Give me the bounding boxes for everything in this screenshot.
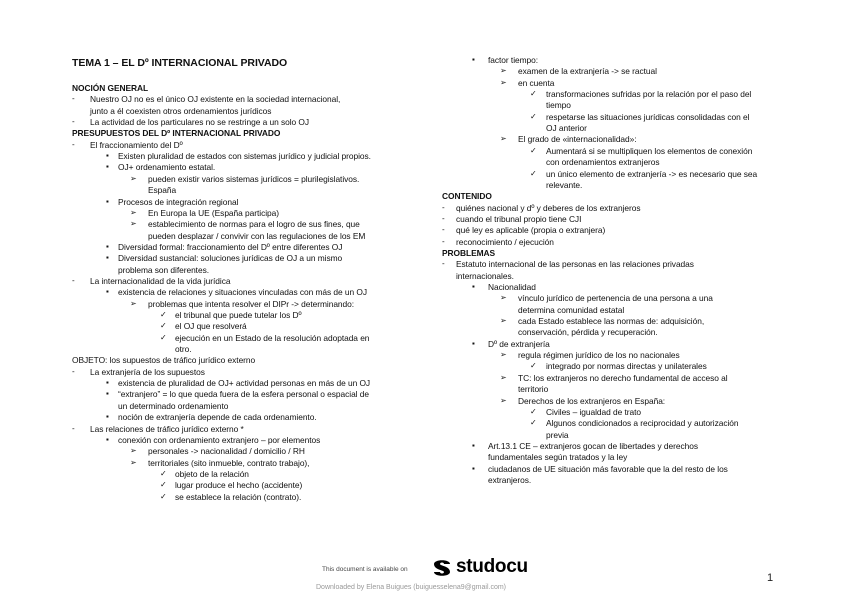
list-marker: ✓ (160, 321, 167, 331)
list-marker: ▪ (106, 434, 109, 444)
list-marker: ➢ (130, 173, 137, 183)
text-line: noción de extranjería depende de cada ordenamiento. (118, 412, 317, 423)
text-line: un determinado ordenamiento (118, 400, 229, 411)
document-title: TEMA 1 – EL Dº INTERNACIONAL PRIVADO (72, 57, 288, 69)
list-marker: - (72, 139, 75, 149)
list-marker: - (442, 202, 445, 212)
text-line: España (148, 185, 177, 196)
text-line: reconocimiento / ejecución (456, 236, 554, 247)
list-marker: ▪ (472, 55, 475, 64)
text-line: en cuenta (518, 77, 555, 88)
list-marker: ✓ (530, 361, 537, 371)
list-marker: ➢ (500, 134, 507, 144)
text-line: el tribunal que puede tutelar los Dº (175, 310, 302, 320)
text-line: previa (546, 429, 569, 440)
text-line: Nacionalidad (488, 282, 536, 292)
list-marker: ▪ (106, 241, 109, 251)
text-line: pueden desplazar / convivir con las regulaciones de los EM (148, 230, 366, 241)
text-line: Art.13.1 CE – extranjeros gocan de libertades y derechos (488, 440, 698, 451)
text-line: NOCIÓN GENERAL (72, 83, 149, 93)
text-line: otro. (175, 344, 192, 355)
text-line: con ordenamientos extranjeros (546, 157, 660, 168)
text-line: Diversidad sustancial: soluciones jurídicas de OJ a un mismo (118, 253, 343, 264)
list-marker: ✓ (530, 89, 537, 99)
list-marker: ✓ (530, 406, 537, 416)
text-line: lugar produce el hecho (accidente) (175, 480, 303, 491)
text-line: El fraccionamiento del Dº (90, 139, 183, 150)
text-line: Diversidad formal: fraccionamiento del Dº entre diferentes OJ (118, 241, 343, 252)
text-line: La internacionalidad de la vida jurídica (90, 275, 231, 286)
list-marker: ✓ (160, 332, 167, 342)
text-line: el OJ que resolverá (175, 321, 247, 332)
text-line: fundamentales según tratados y la ley (488, 452, 628, 463)
text-line: Procesos de integración regional (118, 196, 239, 207)
list-marker: ✓ (160, 468, 167, 478)
text-line: internacionales. (456, 270, 514, 281)
list-marker: ✓ (530, 111, 537, 121)
list-marker: ➢ (500, 372, 507, 382)
text-line: objeto de la relación (175, 468, 249, 479)
text-line: examen de la extranjería -> se ractual (518, 66, 657, 77)
list-marker: ➢ (500, 395, 507, 405)
list-marker: ➢ (500, 66, 507, 76)
list-marker: ▪ (106, 196, 109, 206)
text-line: problema son diferentes. (118, 264, 209, 275)
text-line: un único elemento de extranjería -> es necesario que sea (546, 168, 758, 179)
text-line: Derechos de los extranjeros en España: (518, 395, 666, 406)
list-marker: ▪ (472, 440, 475, 450)
text-line: personales -> nacionalidad / domicilio / RH (148, 446, 305, 457)
list-marker: ▪ (106, 378, 109, 388)
list-marker: - (72, 275, 75, 285)
studocu-logo-icon (430, 556, 454, 580)
text-line: Estatuto internacional de las personas en las relaciones privadas (456, 259, 694, 270)
text-line: factor tiempo: (488, 55, 539, 65)
text-line: PRESUPUESTOS DEL Dº INTERNACIONAL PRIVADO (72, 128, 281, 139)
list-marker: ▪ (106, 151, 109, 161)
list-marker: - (72, 117, 75, 127)
list-marker: - (442, 225, 445, 235)
text-line: territoriales (sito inmueble, contrato trabajo), (148, 457, 310, 468)
text-line: respetarse las situaciones jurídicas consolidadas con el (546, 111, 750, 122)
text-line: “extranjero” = lo que queda fuera de la esfera personal o espacial de (118, 389, 369, 400)
list-marker: ▪ (472, 282, 475, 291)
list-marker: ✓ (530, 145, 537, 155)
text-line: problemas que intenta resolver el DIPr -> determinando: (148, 298, 355, 309)
text-line: La actividad de los particulares no se restringe a un solo OJ (90, 117, 310, 128)
text-line: CONTENIDO (442, 191, 492, 202)
text-line: ciudadanos de UE situación más favorable que la del resto de los (488, 463, 728, 474)
list-marker: ➢ (130, 298, 137, 308)
list-marker: ✓ (530, 168, 537, 178)
text-line: Aumentará si se multipliquen los elementos de conexión (546, 145, 753, 156)
text-line: Nuestro OJ no es el único OJ existente en la sociedad internacional, (90, 94, 341, 105)
text-line: vínculo jurídico de pertenencia de una persona a una (518, 293, 713, 304)
list-marker: ▪ (472, 338, 475, 348)
text-line: OJ anterior (546, 123, 587, 134)
list-marker: ➢ (500, 77, 507, 87)
text-line: La extranjería de los supuestos (90, 366, 205, 377)
list-marker: ➢ (130, 207, 137, 217)
list-marker: ➢ (130, 446, 137, 456)
list-marker: ✓ (530, 418, 537, 428)
list-marker: ✓ (160, 310, 167, 319)
text-line: Las relaciones de tráfico jurídico externo * (90, 423, 244, 434)
text-line: Existen pluralidad de estados con sistemas jurídico y judicial propios. (118, 151, 371, 162)
text-line: conexión con ordenamiento extranjero – por elementos (118, 434, 321, 445)
text-line: OJ+ ordenamiento estatal. (118, 162, 216, 173)
list-marker: ▪ (106, 389, 109, 399)
text-line: El grado de «internacionalidad»: (518, 134, 637, 145)
text-line: pueden existir varios sistemas jurídicos = plurilegislativos. (148, 173, 360, 184)
list-marker: ▪ (472, 463, 475, 473)
text-line: Algunos condicionados a reciprocidad y autorización (546, 418, 739, 429)
text-line: establecimiento de normas para el logro de sus fines, que (148, 219, 360, 230)
text-line: OBJETO: los supuestos de tráfico jurídico externo (72, 355, 256, 366)
text-line: relevante. (546, 179, 583, 190)
text-line: existencia de relaciones y situaciones vinculadas con más de un OJ (118, 287, 368, 298)
list-marker: - (72, 94, 75, 104)
studocu-brand[interactable]: studocu (456, 556, 528, 577)
list-marker: ➢ (500, 316, 507, 326)
list-marker: - (442, 213, 445, 223)
text-line: junto a él coexisten otros ordenamientos jurídicos (90, 105, 272, 116)
list-marker: - (442, 259, 445, 269)
text-line: Dº de extranjería (488, 338, 550, 349)
text-line: tiempo (546, 100, 571, 111)
text-line: ejecución en un Estado de la resolución adoptada en (175, 332, 370, 343)
text-line: integrado por normas directas y unilaterales (546, 361, 707, 372)
list-marker: - (72, 366, 75, 376)
text-line: determina comunidad estatal (518, 304, 625, 315)
list-marker: ➢ (500, 293, 507, 303)
list-marker: ✓ (160, 491, 167, 501)
page-number: 1 (767, 572, 774, 584)
list-marker: ➢ (130, 219, 137, 229)
list-marker: ➢ (500, 350, 507, 360)
text-line: conservación, pérdida y recuperación. (518, 327, 658, 338)
text-line: PROBLEMAS (442, 247, 496, 258)
list-marker: ➢ (130, 457, 137, 467)
text-line: cuando el tribunal propio tiene CJI (456, 213, 582, 224)
text-line: En Europa la UE (España participa) (148, 207, 279, 218)
text-line: territorio (518, 384, 549, 395)
text-line: extranjeros. (488, 474, 532, 485)
list-marker: ▪ (106, 253, 109, 263)
list-marker: - (72, 423, 75, 433)
list-marker: ▪ (106, 412, 109, 422)
available-text: This document is available on (322, 566, 408, 573)
text-line: qué ley es aplicable (propia o extranjera) (456, 225, 606, 236)
list-marker: - (442, 236, 445, 246)
text-line: existencia de pluralidad de OJ+ actividad personas en más de un OJ (118, 378, 371, 389)
text-line: quiénes nacional y dº y deberes de los extranjeros (456, 202, 641, 213)
text-line: cada Estado establece las normas de: adquisición, (518, 316, 705, 327)
list-marker: ▪ (106, 162, 109, 172)
list-marker: ▪ (106, 287, 109, 297)
text-line: Civiles – igualdad de trato (546, 406, 642, 417)
list-marker: ✓ (160, 480, 167, 490)
text-line: regula régimen jurídico de los no nacionales (518, 350, 680, 361)
text-line: se establece la relación (contrato). (175, 491, 302, 502)
downloaded-by: Downloaded by Elena Buigues (buiguesselena9@gmail.com) (316, 584, 506, 591)
text-line: TC: los extranjeros no derecho fundamental de acceso al (518, 372, 728, 383)
text-line: transformaciones sufridas por la relación por el paso del (546, 89, 752, 100)
